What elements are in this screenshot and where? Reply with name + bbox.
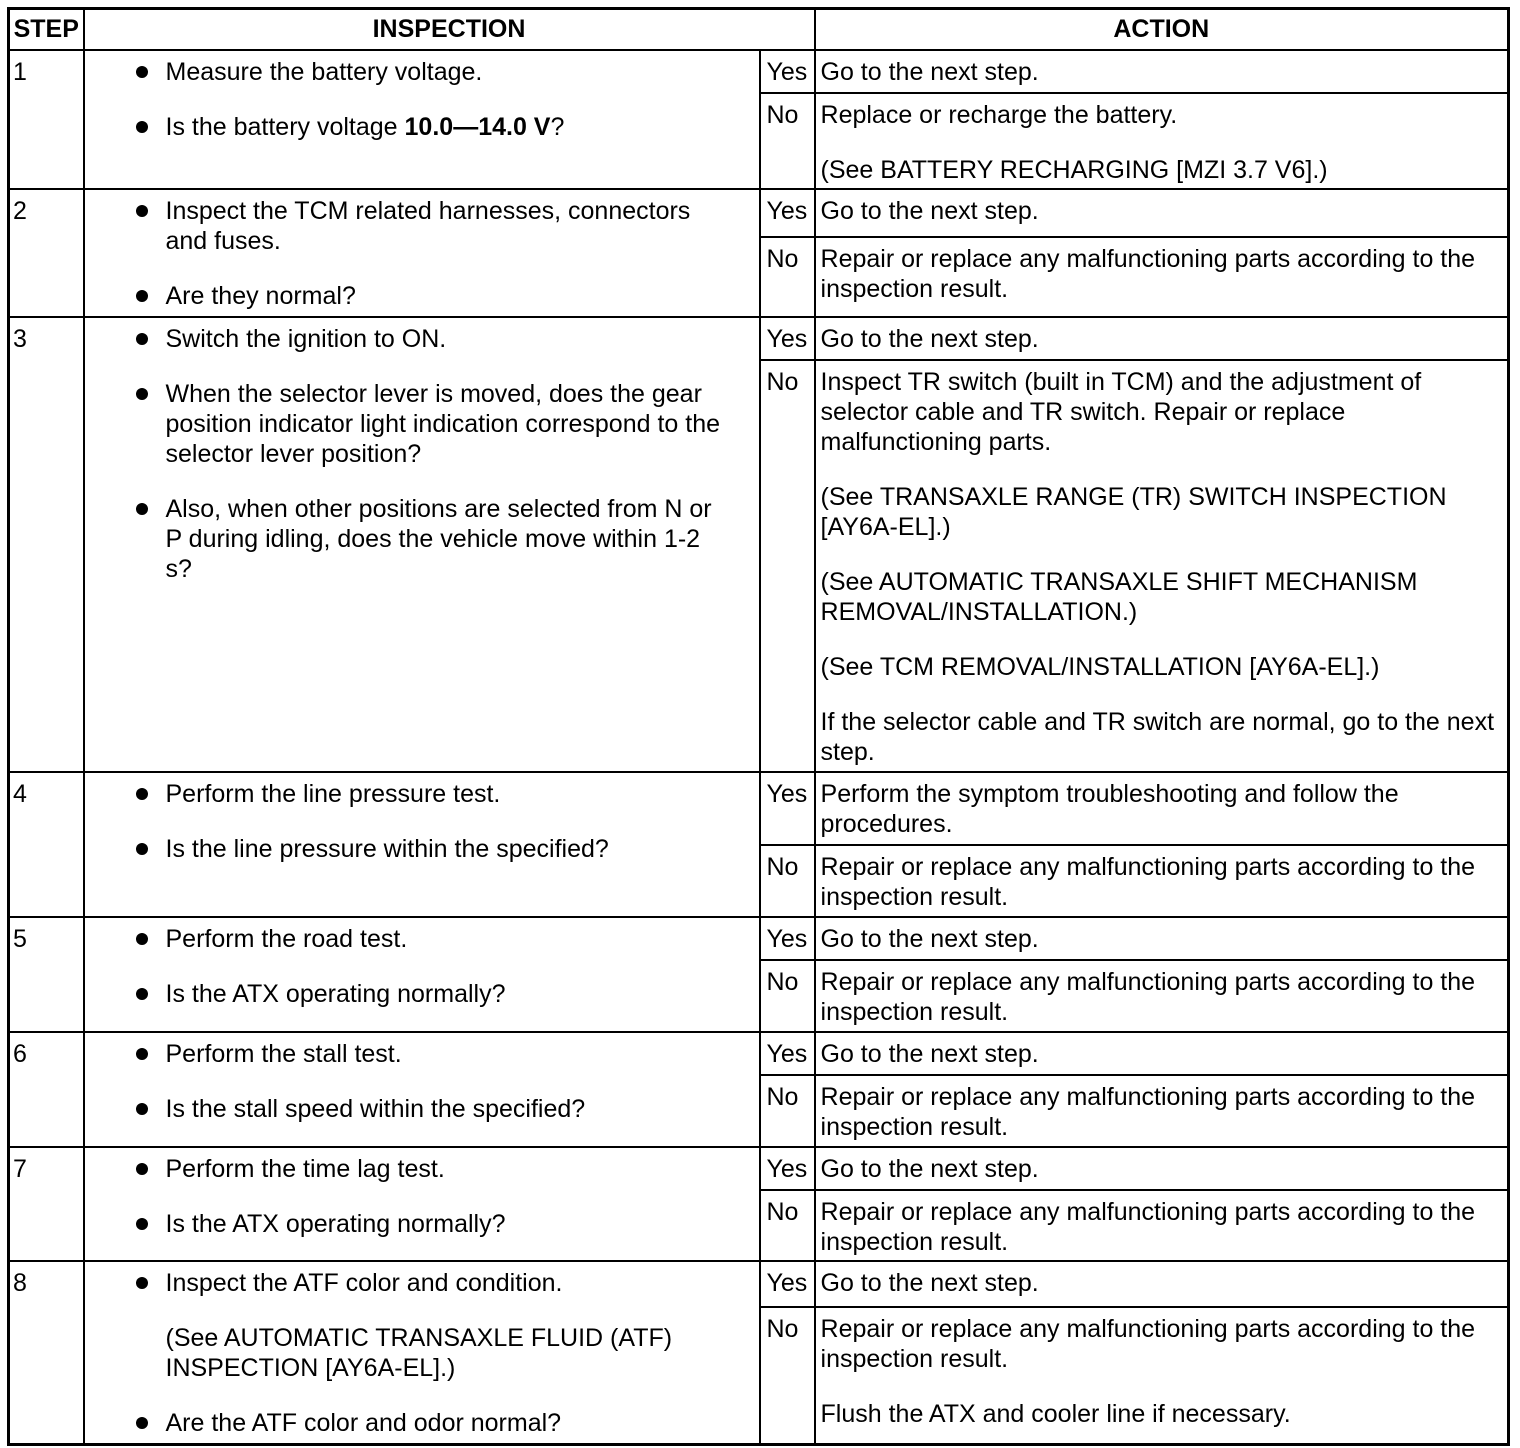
- inspection-item: [85, 379, 759, 469]
- step-number-cell: [9, 917, 84, 1032]
- action-if-yes: [815, 917, 1509, 960]
- no-label: No: [760, 1307, 815, 1445]
- action-if-no: [815, 960, 1509, 1032]
- inspection-text: Switch the ignition to ON.: [165, 324, 447, 353]
- bullet-icon: [136, 121, 148, 133]
- bullet-icon: [136, 788, 148, 800]
- inspection-text: Are they normal?: [165, 281, 356, 310]
- inspection-item: [85, 1268, 759, 1298]
- action-text: Go to the next step.: [820, 196, 1039, 225]
- inspection-cell: [84, 1032, 760, 1147]
- yes-label: Yes: [760, 1147, 815, 1190]
- action-text: (See BATTERY RECHARGING [MZI 3.7 V6].): [820, 155, 1328, 184]
- inspection-cell: [84, 1147, 760, 1261]
- action-if-yes: [815, 1147, 1509, 1190]
- inspection-cell: [84, 772, 760, 917]
- step-number-cell: [9, 1261, 84, 1445]
- no-label: No: [760, 1190, 815, 1261]
- action-if-no: [815, 1075, 1509, 1147]
- bullet-icon: [136, 933, 148, 945]
- header-row: [9, 9, 1509, 50]
- bullet-icon: [136, 843, 148, 855]
- no-label: No: [760, 237, 815, 317]
- no-label: No: [760, 93, 815, 189]
- step-number-cell: [9, 189, 84, 317]
- inspection-item: [85, 1154, 759, 1184]
- bullet-icon: [136, 1417, 148, 1429]
- step-number: 8: [13, 1268, 27, 1297]
- step-number: 1: [13, 57, 27, 86]
- action-text: Go to the next step.: [820, 924, 1039, 953]
- inspection-cell: [84, 317, 760, 772]
- inspection-cell: [84, 917, 760, 1032]
- action-if-no: [815, 1190, 1509, 1261]
- inspection-text: Is the ATX operating normally?: [165, 1209, 506, 1238]
- inspection-text: Perform the stall test.: [165, 1039, 402, 1068]
- yes-label: Yes: [760, 772, 815, 845]
- voltage-spec: 10.0—14.0 V: [404, 112, 551, 141]
- inspection-text: Perform the road test.: [165, 924, 408, 953]
- inspection-item: [85, 834, 759, 864]
- step-number: 6: [13, 1039, 27, 1068]
- no-label: No: [760, 845, 815, 917]
- troubleshooting-table: [7, 7, 1510, 1446]
- inspection-item: [85, 281, 759, 311]
- step-number-cell: [9, 1032, 84, 1147]
- action-if-no: [815, 360, 1509, 772]
- step-number-cell: [9, 772, 84, 917]
- yes-label: Yes: [760, 917, 815, 960]
- inspection-item: [85, 494, 759, 584]
- bullet-icon: [136, 290, 148, 302]
- action-text: Go to the next step.: [820, 57, 1039, 86]
- action-if-yes: [815, 1261, 1509, 1307]
- inspection-cell: [84, 189, 760, 317]
- inspection-item: [85, 324, 759, 354]
- bullet-icon: [136, 1218, 148, 1230]
- bullet-icon: [136, 66, 148, 78]
- action-text: Inspect TR switch (built in TCM) and the adjustment of selector cable and TR switch. Repair or replace malfunctioning parts.: [820, 367, 1422, 456]
- inspection-item: [85, 112, 759, 142]
- action-if-yes: [815, 50, 1509, 93]
- inspection-text: Also, when other positions are selected from N or P during idling, does the vehicle move within 1-2 s?: [165, 494, 712, 583]
- step-3-yes-row: [9, 317, 1509, 360]
- action-text: (See AUTOMATIC TRANSAXLE SHIFT MECHANISM REMOVAL/INSTALLATION.): [820, 567, 1418, 626]
- inspection-text: Perform the line pressure test.: [165, 779, 501, 808]
- action-text: Perform the symptom troubleshooting and follow the procedures.: [820, 779, 1399, 838]
- step-number: 5: [13, 924, 27, 953]
- inspection-text: Inspect the TCM related harnesses, connectors and fuses.: [165, 196, 691, 255]
- action-text: Flush the ATX and cooler line if necessary.: [820, 1399, 1291, 1428]
- inspection-text: Perform the time lag test.: [165, 1154, 445, 1183]
- bullet-icon: [136, 205, 148, 217]
- action-text: Repair or replace any malfunctioning parts according to the inspection result.: [820, 1082, 1476, 1141]
- inspection-text: Is the stall speed within the specified?: [165, 1094, 586, 1123]
- inspection-item: [85, 1039, 759, 1069]
- step-number: 7: [13, 1154, 27, 1183]
- step-1-yes-row: [9, 50, 1509, 93]
- action-text: Go to the next step.: [820, 324, 1039, 353]
- yes-label: Yes: [760, 317, 815, 360]
- action-text: Repair or replace any malfunctioning parts according to the inspection result.: [820, 244, 1476, 303]
- inspection-text: Is the battery voltage: [165, 112, 405, 141]
- no-label: No: [760, 360, 815, 772]
- header-inspection: INSPECTION: [84, 9, 815, 50]
- inspection-text: Are the ATF color and odor normal?: [165, 1408, 562, 1437]
- action-text: Repair or replace any malfunctioning parts according to the inspection result.: [820, 852, 1476, 911]
- action-text: Go to the next step.: [820, 1268, 1039, 1297]
- bullet-icon: [136, 1163, 148, 1175]
- action-if-yes: [815, 189, 1509, 237]
- inspection-cell: [84, 50, 760, 189]
- header-step: STEP: [9, 9, 84, 50]
- header-action: ACTION: [815, 9, 1509, 50]
- bullet-icon: [136, 503, 148, 515]
- inspection-cell: [84, 1261, 760, 1445]
- step-number-cell: [9, 50, 84, 189]
- inspection-item: [85, 196, 759, 256]
- action-text: Go to the next step.: [820, 1154, 1039, 1183]
- step-number-cell: [9, 317, 84, 772]
- inspection-text: ?: [550, 112, 565, 141]
- bullet-icon: [136, 988, 148, 1000]
- bullet-icon: [136, 1103, 148, 1115]
- action-if-yes: [815, 317, 1509, 360]
- step-number: 2: [13, 196, 27, 225]
- bullet-icon: [136, 388, 148, 400]
- action-text: (See TCM REMOVAL/INSTALLATION [AY6A-EL].): [820, 652, 1380, 681]
- yes-label: Yes: [760, 1261, 815, 1307]
- inspection-text: Is the ATX operating normally?: [165, 979, 506, 1008]
- action-if-no: [815, 93, 1509, 189]
- inspection-text: Is the line pressure within the specified?: [165, 834, 609, 863]
- yes-label: Yes: [760, 1032, 815, 1075]
- yes-label: Yes: [760, 189, 815, 237]
- bullet-icon: [136, 1277, 148, 1289]
- inspection-item: [85, 924, 759, 954]
- action-text: (See TRANSAXLE RANGE (TR) SWITCH INSPECTION [AY6A-EL].): [820, 482, 1447, 541]
- action-text: If the selector cable and TR switch are normal, go to the next step.: [820, 707, 1495, 766]
- inspection-item: [85, 57, 759, 87]
- step-number: 3: [13, 324, 27, 353]
- inspection-item: [85, 979, 759, 1009]
- step-8-yes-row: [9, 1261, 1509, 1307]
- bullet-icon: [136, 333, 148, 345]
- step-number-cell: [9, 1147, 84, 1261]
- step-2-yes-row: [9, 189, 1509, 237]
- inspection-item: [85, 1408, 759, 1438]
- inspection-reference-note: [85, 1323, 759, 1383]
- step-7-yes-row: [9, 1147, 1509, 1190]
- no-label: No: [760, 1075, 815, 1147]
- action-if-yes: [815, 772, 1509, 845]
- inspection-text: Inspect the ATF color and condition.: [165, 1268, 563, 1297]
- action-if-no: [815, 1307, 1509, 1445]
- inspection-text: Measure the battery voltage.: [165, 57, 483, 86]
- step-number: 4: [13, 779, 27, 808]
- action-text: Repair or replace any malfunctioning parts according to the inspection result.: [820, 1314, 1476, 1373]
- action-if-no: [815, 237, 1509, 317]
- inspection-item: [85, 779, 759, 809]
- action-text: Repair or replace any malfunctioning parts according to the inspection result.: [820, 1197, 1476, 1256]
- action-text: Go to the next step.: [820, 1039, 1039, 1068]
- action-if-yes: [815, 1032, 1509, 1075]
- action-text: Repair or replace any malfunctioning parts according to the inspection result.: [820, 967, 1476, 1026]
- action-text: Replace or recharge the battery.: [820, 100, 1178, 129]
- no-label: No: [760, 960, 815, 1032]
- yes-label: Yes: [760, 50, 815, 93]
- inspection-text: When the selector lever is moved, does the gear position indicator light indication correspond to the selector lever position?: [165, 379, 721, 468]
- step-4-yes-row: [9, 772, 1509, 845]
- inspection-item: [85, 1209, 759, 1239]
- inspection-text: (See AUTOMATIC TRANSAXLE FLUID (ATF) INSPECTION [AY6A-EL].): [165, 1323, 673, 1382]
- inspection-item: [85, 1094, 759, 1124]
- action-if-no: [815, 845, 1509, 917]
- bullet-icon: [136, 1048, 148, 1060]
- step-5-yes-row: [9, 917, 1509, 960]
- step-6-yes-row: [9, 1032, 1509, 1075]
